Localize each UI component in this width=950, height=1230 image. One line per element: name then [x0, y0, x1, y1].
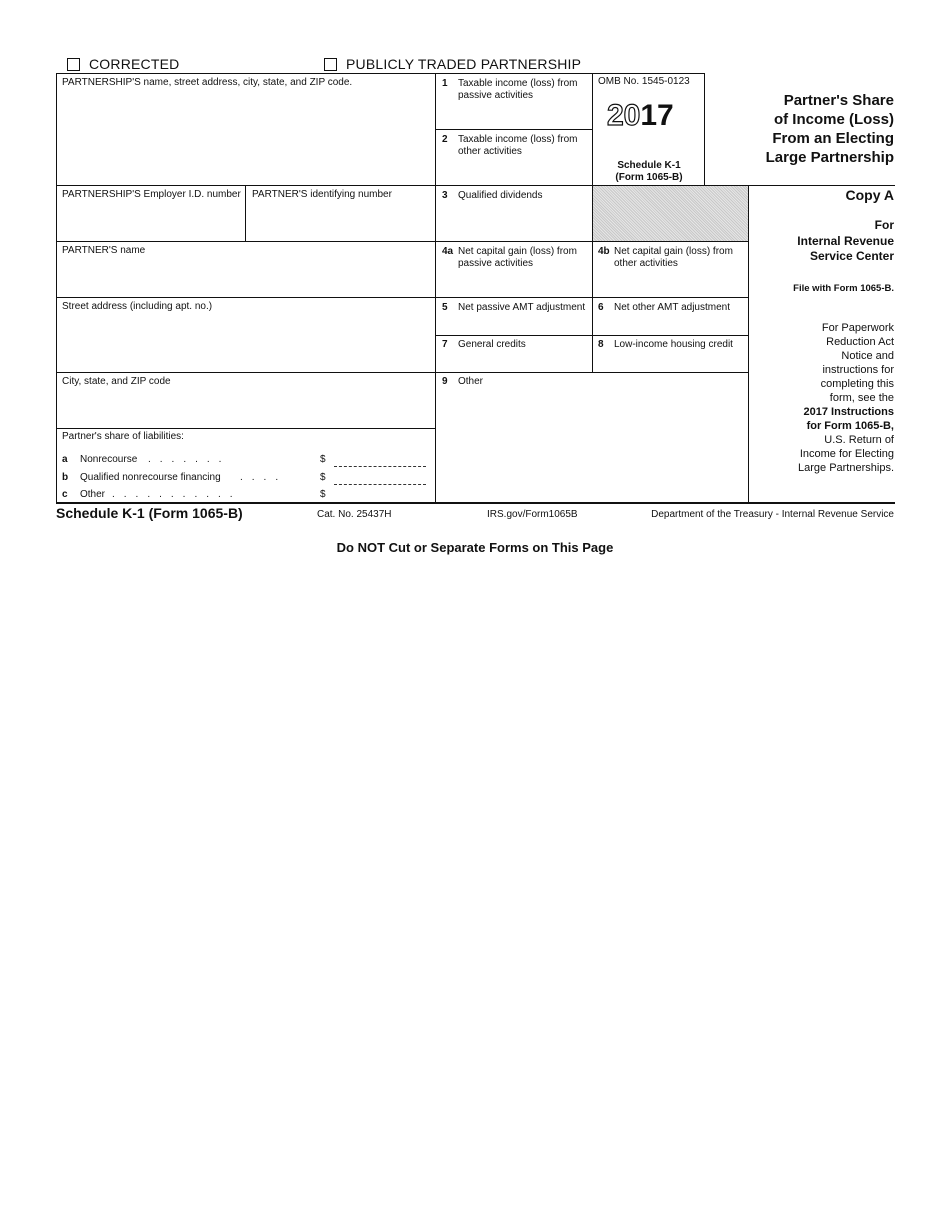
- mid-divider: [435, 73, 436, 502]
- box2-label: Taxable income (loss) from other activities: [458, 134, 578, 157]
- instructions-bold-line: for Form 1065-B,: [806, 420, 894, 432]
- partner-street-label: Street address (including apt. no.): [62, 301, 213, 312]
- ptp-checkbox[interactable]: [324, 58, 337, 71]
- liab-b-input[interactable]: [334, 470, 430, 486]
- box2-input[interactable]: [440, 162, 592, 182]
- paperwork-line: Notice and: [841, 350, 894, 362]
- instructions-bold-line: 2017 Instructions: [803, 406, 894, 418]
- partner-name-label: PARTNER'S name: [62, 245, 146, 256]
- partnership-ein-label: PARTNERSHIP'S Employer I.D. number: [62, 189, 241, 200]
- paperwork-line: instructions for: [822, 364, 894, 376]
- form-title-line: of Income (Loss): [773, 111, 894, 128]
- instructions-line: Income for Electing: [799, 448, 894, 460]
- box5-label: Net passive AMT adjustment: [458, 302, 586, 313]
- box5-input[interactable]: [440, 316, 592, 334]
- file-with: File with Form 1065-B.: [793, 283, 894, 294]
- box4a-input[interactable]: [440, 274, 592, 294]
- top-border-left: [56, 73, 705, 74]
- box4a-label: Net capital gain (loss) from passive activities: [458, 246, 577, 269]
- liab-a-letter: a: [62, 454, 68, 465]
- liab-c-label: Other: [80, 489, 106, 500]
- right-section-divider: [748, 185, 749, 502]
- form-title-line: Partner's Share: [783, 92, 894, 109]
- liab-b-label: Qualified nonrecourse financing: [80, 472, 221, 483]
- box8-number: 8: [598, 339, 604, 350]
- omb-schedule: Schedule K-1: [617, 160, 681, 171]
- liab-b-leader: ....: [240, 472, 288, 483]
- box9-input[interactable]: [440, 392, 748, 502]
- partnership-ein-input[interactable]: [60, 210, 244, 236]
- ptp-label: PUBLICLY TRADED PARTNERSHIP: [346, 56, 582, 72]
- liab-b-dollar: $: [320, 472, 326, 483]
- liab-a-label: Nonrecourse: [80, 454, 138, 465]
- partner-name-input[interactable]: [60, 264, 434, 292]
- liab-b-letter: b: [62, 472, 69, 483]
- box6-label: Net other AMT adjustment: [614, 302, 730, 313]
- partner-city-label: City, state, and ZIP code: [62, 376, 171, 387]
- omb-form: (Form 1065-B): [615, 172, 683, 183]
- partner-city-input[interactable]: [60, 396, 434, 424]
- row-line-372: [56, 372, 748, 373]
- ein-divider: [245, 185, 246, 241]
- for-irs-line: Internal Revenue: [797, 233, 894, 248]
- do-not-cut-notice: Do NOT Cut or Separate Forms on This Page: [336, 540, 614, 555]
- footer-form-name: Schedule K-1 (Form 1065-B): [56, 505, 243, 521]
- partner-id-label: PARTNER'S identifying number: [252, 189, 392, 200]
- tax-year-outline: 20: [607, 99, 641, 132]
- form-title-line: From an Electing: [772, 130, 894, 147]
- paperwork-line: form, see the: [829, 392, 894, 404]
- corrected-checkbox[interactable]: [67, 58, 80, 71]
- row-line-335: [435, 335, 748, 336]
- box7-input[interactable]: [440, 353, 592, 371]
- box8-input[interactable]: [596, 353, 748, 371]
- partner-street-input[interactable]: [60, 320, 434, 366]
- form-title: [706, 91, 894, 167]
- footer-cat-no: Cat. No. 25437H: [317, 509, 392, 520]
- omb-number: OMB No. 1545-0123: [598, 76, 690, 87]
- liab-a-dollar: $: [320, 454, 326, 465]
- box7-number: 7: [442, 339, 448, 350]
- tax-year-bold: 17: [640, 99, 674, 132]
- paperwork-block: [750, 321, 894, 475]
- row-line-297: [56, 297, 748, 298]
- instructions-line: Large Partnerships.: [798, 462, 894, 474]
- liab-a-input[interactable]: [334, 452, 430, 468]
- box5-number: 5: [442, 302, 448, 313]
- partner-id-input[interactable]: [250, 210, 434, 236]
- for-irs-line: Service Center: [809, 249, 894, 263]
- partnership-name-input[interactable]: [60, 92, 434, 184]
- box1-input[interactable]: [440, 106, 592, 126]
- box9-number: 9: [442, 376, 448, 387]
- box9-label: Other: [458, 376, 484, 387]
- box1-2-divider: [435, 129, 592, 130]
- box7-label: General credits: [458, 339, 526, 350]
- box8-label: Low-income housing credit: [614, 339, 733, 350]
- box3-label: Qualified dividends: [458, 190, 543, 201]
- row-line-428: [56, 428, 435, 429]
- row-line-241: [56, 241, 748, 242]
- form-title-line: Large Partnership: [765, 149, 894, 166]
- row-line-185: [56, 185, 895, 186]
- box2-number: 2: [442, 134, 448, 145]
- box4a-number: 4a: [442, 246, 454, 257]
- footer-dept: Department of the Treasury - Internal Revenue Service: [651, 509, 894, 520]
- liab-c-letter: c: [62, 489, 68, 500]
- box4b-number: 4b: [598, 246, 610, 257]
- for-irs-line: For: [874, 218, 894, 232]
- instructions-line: U.S. Return of: [824, 434, 894, 446]
- box1-label: Taxable income (loss) from passive activities: [458, 78, 578, 101]
- box4b-input[interactable]: [596, 274, 748, 294]
- for-irs-block: [750, 218, 894, 265]
- left-border: [56, 73, 57, 502]
- box6-input[interactable]: [596, 316, 748, 334]
- liab-c-dollar: $: [320, 489, 326, 500]
- box3-number: 3: [442, 190, 448, 201]
- paperwork-line: completing this: [820, 378, 894, 390]
- paperwork-line: For Paperwork: [821, 322, 894, 334]
- liabilities-heading: Partner's share of liabilities:: [62, 431, 184, 442]
- box1-number: 1: [442, 78, 448, 89]
- shaded-area: [593, 186, 748, 241]
- liab-c-leader: ...........: [112, 489, 242, 500]
- box3-input[interactable]: [440, 216, 592, 238]
- corrected-label: CORRECTED: [89, 56, 180, 72]
- footer-url: IRS.gov/Form1065B: [487, 509, 578, 520]
- box6-number: 6: [598, 302, 604, 313]
- partnership-name-label: PARTNERSHIP'S name, street address, city, state, and ZIP code.: [62, 77, 353, 88]
- liab-a-leader: .......: [148, 454, 231, 465]
- omb-left-divider: [592, 73, 593, 185]
- liab-c-input[interactable]: [334, 488, 430, 503]
- paperwork-line: Reduction Act: [826, 336, 894, 348]
- copy-label: Copy A: [845, 187, 894, 203]
- omb-right-divider: [704, 73, 705, 185]
- tax-year: [607, 99, 674, 133]
- bottom-border: [56, 502, 895, 504]
- box4b-label: Net capital gain (loss) from other activities: [614, 246, 733, 269]
